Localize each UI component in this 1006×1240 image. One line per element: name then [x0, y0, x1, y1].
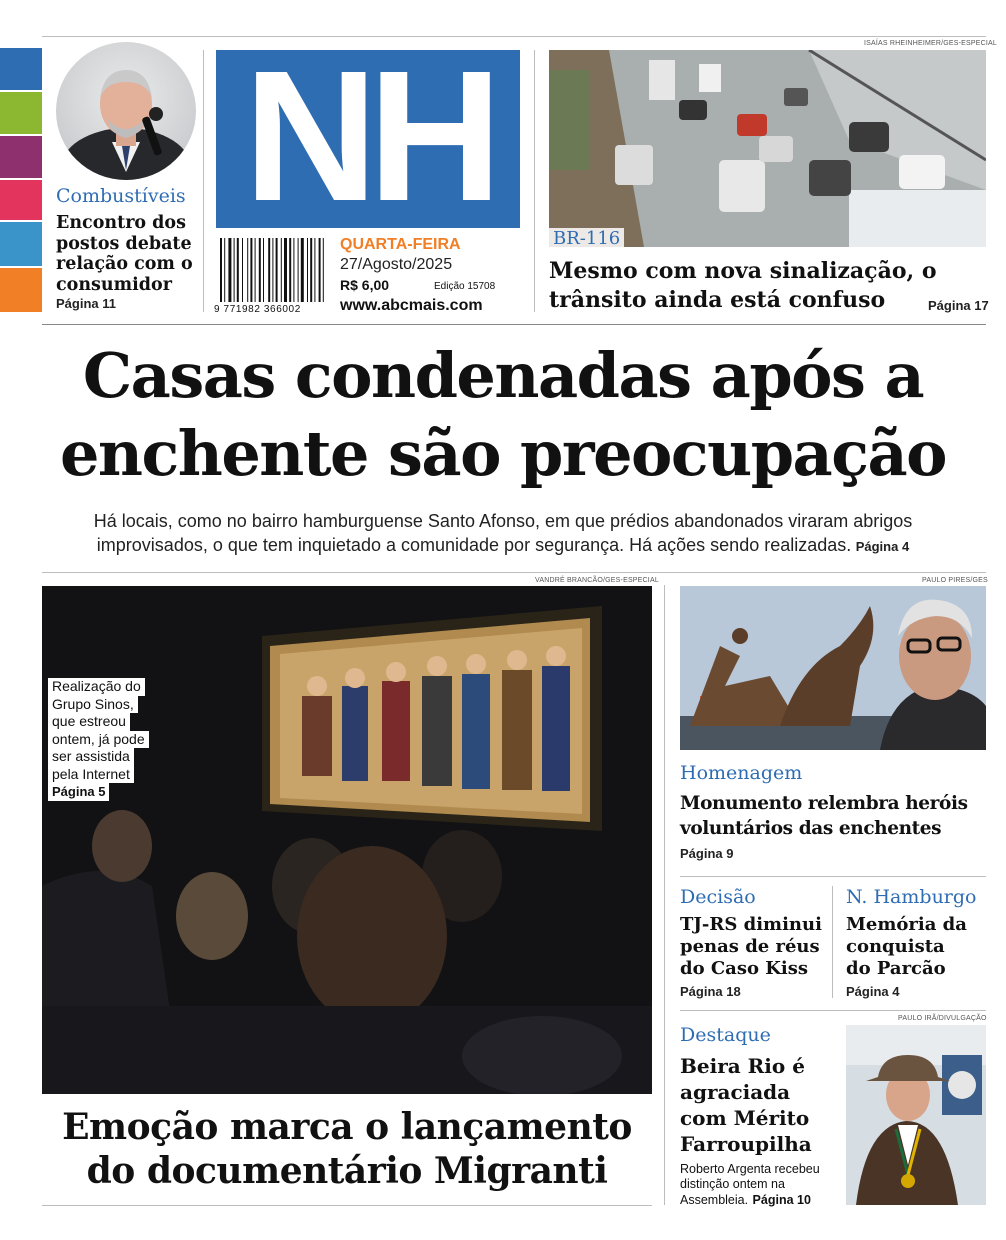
- hamburgo-page: Página 4: [846, 984, 900, 999]
- main-page: Página 4: [855, 539, 910, 554]
- barcode-bar: [319, 238, 321, 302]
- top-left-headline[interactable]: Encontro dos postos debate relação com o consumidor: [56, 213, 193, 295]
- barcode-bar: [314, 238, 315, 302]
- top-right-headline[interactable]: Mesmo com nova sinalização, o trânsito ainda está confuso: [549, 258, 937, 313]
- top-rule: [42, 36, 986, 37]
- color-stripe-pink: [0, 180, 42, 220]
- barcode-bar: [263, 238, 264, 302]
- monument-photo[interactable]: [680, 586, 986, 750]
- barcode-bar: [250, 238, 252, 302]
- destaque-body-line-1: Roberto Argenta recebeu: [680, 1162, 820, 1176]
- barcode: [218, 238, 330, 304]
- cinema-caption-page: Página 5: [48, 783, 109, 801]
- homenagem-kicker: Homenagem: [680, 762, 803, 784]
- decisao-headline-line-2[interactable]: penas de réus: [680, 936, 820, 957]
- cinema-caption-line: Realização do: [48, 678, 145, 696]
- portrait-photo[interactable]: [56, 42, 196, 180]
- color-stripe-lightblue: [0, 222, 42, 266]
- destaque-headline-line-3[interactable]: com Mérito: [680, 1106, 810, 1130]
- destaque-headline-line-2[interactable]: agraciada: [680, 1080, 791, 1104]
- barcode-bar: [259, 238, 261, 302]
- masthead-divider-left: [203, 50, 204, 312]
- destaque-body-line-3: Assembleia.: [680, 1193, 749, 1207]
- masthead-edition: Edição 15708: [434, 281, 496, 292]
- barcode-bar: [272, 238, 273, 302]
- destaque-body-line-3-wrap: [680, 1192, 811, 1208]
- masthead-weekday: QUARTA-FEIRA: [340, 236, 461, 253]
- bottom-rule: [42, 1205, 652, 1206]
- decisao-headline-line-1[interactable]: TJ-RS diminui: [680, 914, 822, 935]
- color-stripe-blue: [0, 48, 42, 90]
- cinema-caption: [48, 678, 149, 801]
- right-rule-2: [680, 1010, 986, 1011]
- barcode-bar: [228, 238, 231, 302]
- barcode-bar: [276, 238, 278, 302]
- monument-scene-icon: [680, 586, 986, 750]
- hamburgo-kicker: N. Hamburgo: [846, 886, 977, 908]
- barcode-bar: [310, 238, 312, 302]
- barcode-bar: [284, 238, 287, 302]
- barcode-bar: [247, 238, 248, 302]
- main-deck-line-1: Há locais, como no bairro hamburguense Santo Afonso, em que prédios abandonados viraram abrigos: [93, 511, 913, 531]
- barcode-number: 9 771982 366002: [214, 304, 301, 315]
- cinema-scene-icon: [42, 586, 652, 1094]
- top-right-credit: ISAÍAS RHEINHEIMER/GES-ESPECIAL: [864, 40, 998, 47]
- masthead-price: R$ 6,00: [340, 277, 390, 293]
- barcode-bar: [242, 238, 243, 302]
- cinema-credit: VANDRÉ BRANCÃO/GES-ESPECIAL: [535, 577, 659, 584]
- masthead-date: 27/Agosto/2025: [340, 256, 453, 273]
- traffic-scene-icon: [549, 50, 986, 247]
- top-right-page: Página 17: [928, 298, 989, 313]
- barcode-bar: [224, 238, 225, 302]
- color-stripe-orange: [0, 268, 42, 312]
- cinema-caption-line: pela Internet: [48, 766, 134, 784]
- traffic-photo[interactable]: [549, 50, 986, 247]
- cinema-caption-line: Grupo Sinos,: [48, 696, 138, 714]
- award-scene-icon: [846, 1025, 986, 1205]
- logo-text: NH: [243, 50, 493, 228]
- hamburgo-headline-line-2[interactable]: conquista: [846, 936, 945, 957]
- cinema-caption-line: ontem, já pode: [48, 731, 149, 749]
- cinema-photo[interactable]: [42, 586, 652, 1094]
- main-headline-line-1[interactable]: Casas condenadas após a: [82, 339, 924, 412]
- right-rule-1: [680, 876, 986, 877]
- barcode-bar: [323, 238, 324, 302]
- decisao-kicker: Decisão: [680, 886, 756, 908]
- decisao-page: Página 18: [680, 984, 741, 999]
- destaque-body-line-2: distinção ontem na: [680, 1177, 785, 1191]
- main-deck-line-2-wrap: [0, 535, 1006, 556]
- masthead-bottom-rule: [42, 324, 986, 325]
- color-stripe-purple: [0, 136, 42, 178]
- barcode-bar: [293, 238, 294, 302]
- top-left-kicker: Combustíveis: [56, 185, 186, 207]
- destaque-headline-line-4[interactable]: Farroupilha: [680, 1132, 812, 1156]
- barcode-bar: [281, 238, 282, 302]
- homenagem-credit: PAULO PIRES/GES: [922, 577, 988, 584]
- destaque-credit: PAULO IRÃ/DIVULGAÇÃO: [898, 1015, 987, 1022]
- cinema-headline-line-2[interactable]: do documentário Migranti: [86, 1150, 608, 1192]
- cinema-caption-line: que estreou: [48, 713, 130, 731]
- top-right-tag: BR-116: [549, 228, 624, 250]
- barcode-bar: [289, 238, 291, 302]
- barcode-bar: [220, 238, 222, 302]
- destaque-headline-line-1[interactable]: Beira Rio é: [680, 1054, 805, 1078]
- cinema-caption-line: ser assistida: [48, 748, 134, 766]
- hamburgo-headline-line-1[interactable]: Memória da: [846, 914, 967, 935]
- column-divider: [664, 585, 665, 1205]
- barcode-bar: [234, 238, 235, 302]
- masthead-website[interactable]: www.abcmais.com: [340, 297, 483, 314]
- decisao-headline-line-3[interactable]: do Caso Kiss: [680, 958, 809, 979]
- homenagem-headline-line-2[interactable]: voluntários das enchentes: [680, 818, 942, 839]
- award-photo[interactable]: [846, 1025, 986, 1205]
- cinema-headline-line-1[interactable]: Emoção marca o lançamento: [62, 1106, 632, 1148]
- top-left-page: Página 11: [56, 296, 116, 311]
- portrait-figure-icon: [56, 42, 196, 180]
- homenagem-page: Página 9: [680, 846, 734, 861]
- barcode-bar: [298, 238, 299, 302]
- destaque-kicker: Destaque: [680, 1024, 771, 1046]
- brief-divider: [832, 886, 833, 998]
- barcode-bar: [255, 238, 256, 302]
- masthead-divider-right: [534, 50, 535, 312]
- main-deck-line-2: improvisados, o que tem inquietado a comunidade por segurança. Há ações sendo realizadas.: [96, 535, 852, 555]
- barcode-bar: [268, 238, 270, 302]
- barcode-bar: [307, 238, 308, 302]
- destaque-page: Página 10: [752, 1193, 811, 1207]
- homenagem-headline-line-1[interactable]: Monumento relembra heróis: [680, 793, 968, 814]
- barcode-bar: [237, 238, 239, 302]
- masthead-logo[interactable]: [216, 50, 520, 228]
- main-headline-line-2[interactable]: enchente são preocupação: [59, 417, 946, 490]
- hamburgo-headline-line-3[interactable]: do Parcão: [846, 958, 946, 979]
- color-stripe-green: [0, 92, 42, 134]
- deck-bottom-rule: [42, 572, 986, 573]
- barcode-bar: [301, 238, 304, 302]
